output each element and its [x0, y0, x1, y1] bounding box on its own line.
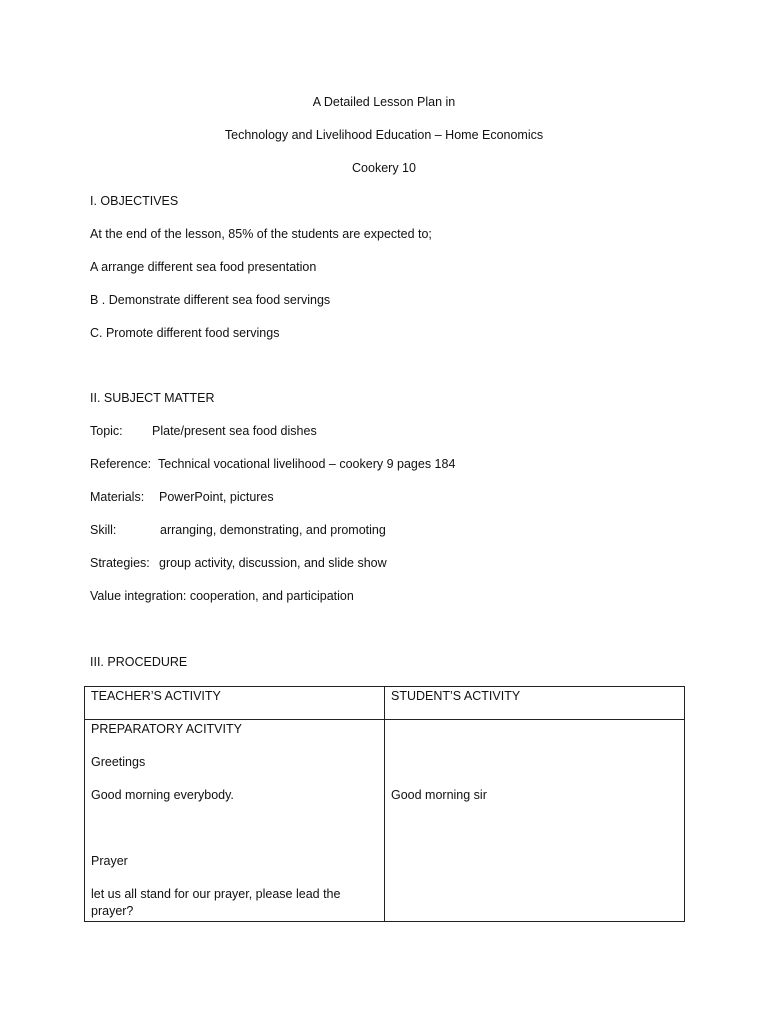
- prayer-instruction-line1: let us all stand for our prayer, please lead the: [91, 887, 341, 901]
- table-column-divider: [384, 687, 385, 921]
- materials-value: PowerPoint, pictures: [159, 490, 274, 504]
- subject-matter-heading: II. SUBJECT MATTER: [90, 391, 215, 405]
- prayer-label: Prayer: [91, 854, 128, 868]
- materials-row: [90, 489, 274, 505]
- doc-title-line3: Cookery 10: [352, 161, 416, 175]
- procedure-table: [84, 686, 685, 922]
- student-greeting-reply: Good morning sir: [391, 788, 487, 802]
- strategies-label: Strategies:: [90, 556, 150, 570]
- skill-label: Skill:: [90, 523, 117, 537]
- student-activity-header: STUDENT’S ACTIVITY: [391, 689, 521, 703]
- table-header-divider: [85, 719, 684, 720]
- prayer-instruction-line2: prayer?: [91, 904, 134, 918]
- topic-value: Plate/present sea food dishes: [152, 424, 317, 438]
- materials-label: Materials:: [90, 490, 145, 504]
- doc-title-line2: Technology and Livelihood Education – Home Economics: [224, 128, 544, 142]
- teacher-activity-header: TEACHER’S ACTIVITY: [91, 689, 221, 703]
- objective-item-c: C. Promote different food servings: [90, 326, 280, 340]
- greetings-label: Greetings: [91, 755, 146, 769]
- strategies-row: [90, 555, 387, 571]
- skill-row: [90, 522, 386, 538]
- reference-label: Reference:: [90, 457, 152, 471]
- strategies-value: group activity, discussion, and slide show: [159, 556, 387, 570]
- doc-title-line1: A Detailed Lesson Plan in: [312, 95, 456, 109]
- objective-item-a: A arrange different sea food presentation: [90, 260, 317, 274]
- reference-value: Technical vocational livelihood – cookery 9 pages 184: [158, 457, 456, 471]
- skill-value: arranging, demonstrating, and promoting: [160, 523, 386, 537]
- teacher-greeting: Good morning everybody.: [91, 788, 234, 802]
- value-integration: Value integration: cooperation, and participation: [90, 589, 354, 603]
- objectives-heading: I. OBJECTIVES: [90, 194, 179, 208]
- reference-row: [90, 456, 455, 472]
- topic-label: Topic:: [90, 424, 123, 438]
- preparatory-activity-label: PREPARATORY ACITVITY: [91, 722, 242, 736]
- objective-item-b: B . Demonstrate different sea food servings: [90, 293, 331, 307]
- objectives-intro: At the end of the lesson, 85% of the students are expected to;: [90, 227, 432, 241]
- topic-row: [90, 423, 317, 439]
- procedure-heading: III. PROCEDURE: [90, 655, 188, 669]
